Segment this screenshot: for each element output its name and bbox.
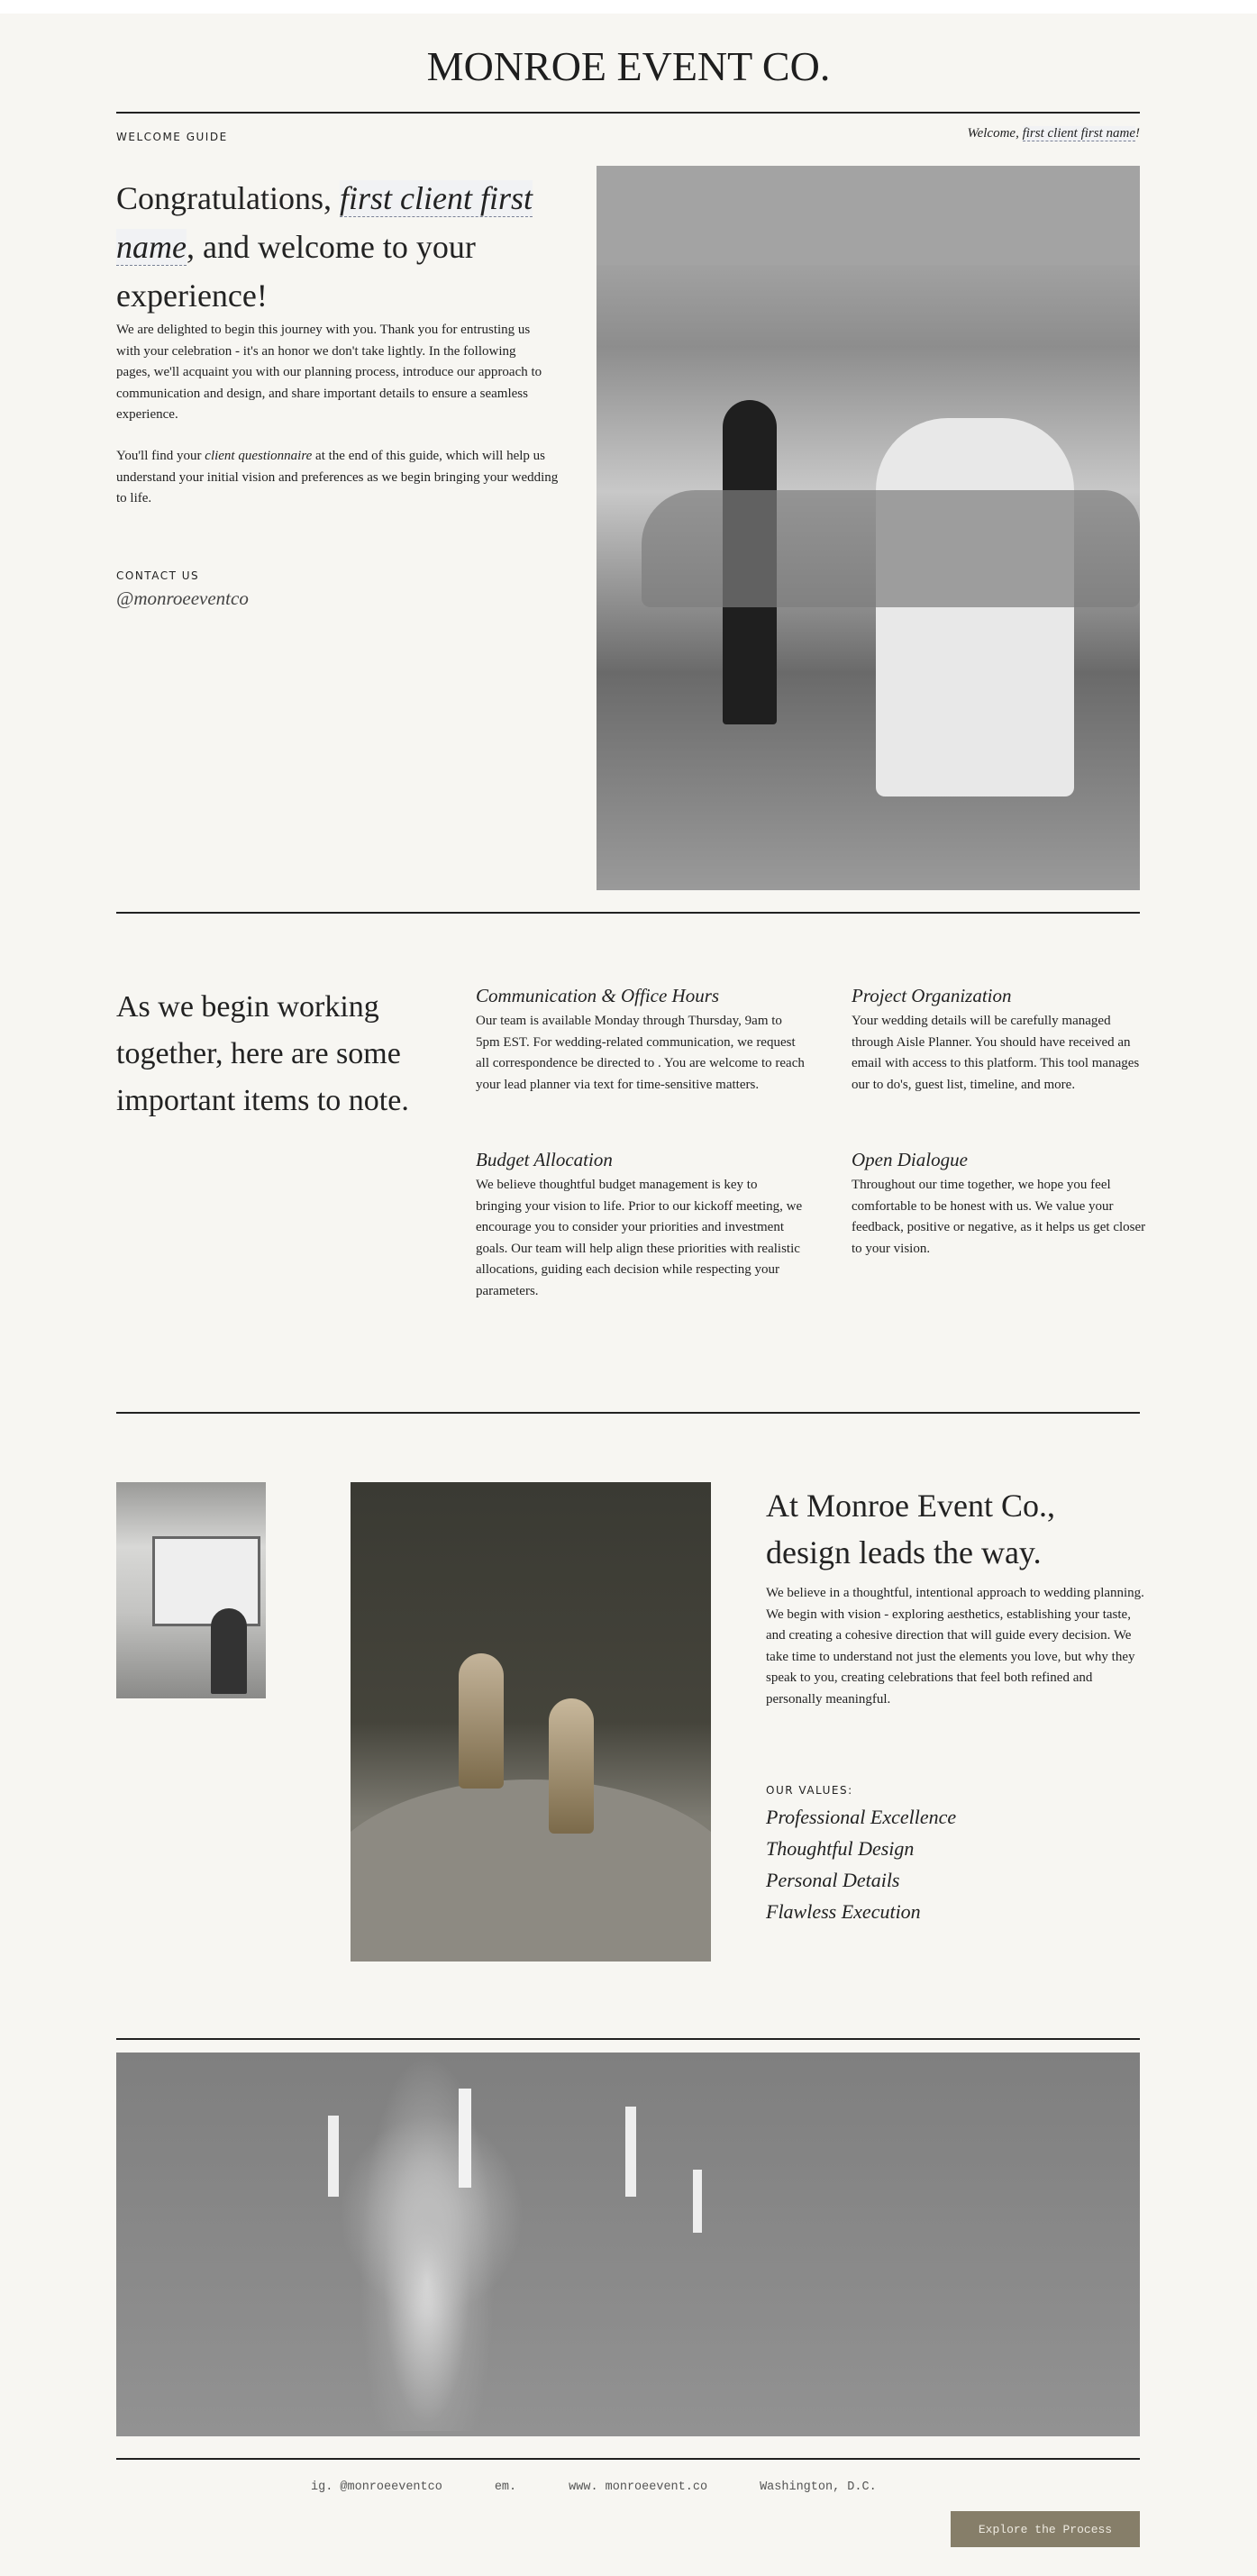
intro-heading	[116, 174, 549, 320]
divider	[116, 2038, 1140, 2040]
note-budget	[476, 1149, 805, 1302]
footer-contacts	[311, 2480, 877, 2494]
note-project-organization	[852, 985, 1149, 1096]
brand-title: MONROE EVENT CO.	[426, 43, 831, 89]
note-text: We believe thoughtful budget management is key to bringing your vision to life. Prior to our kickoff meeting, we encourage you to consider your priorities and investment goals. Our team will help align these priorities with realistic allocations, guiding each decision while respecting your parameters.	[476, 1178, 803, 1298]
notes-heading: As we begin working together, here are some important items to note.	[116, 990, 409, 1117]
instagram-link[interactable]: ig. @monroeeventco	[311, 2480, 442, 2494]
values-label: OUR VALUES:	[766, 1784, 853, 1797]
divider	[116, 112, 1140, 114]
value-item: Professional Excellence	[766, 1806, 957, 1828]
note-text: Your wedding details will be carefully managed through Aisle Planner. You should have received an email with access to this platform. This tool manages our to do's, guest list, timeline, and more.	[852, 1014, 1140, 1092]
p2-suffix: at the end of this guide, which will help us understand your initial vision and preferences as we begin bringing your wedding to life.	[116, 449, 559, 505]
welcome-greeting	[967, 126, 1140, 141]
couple-photo	[597, 166, 1140, 890]
heading-prefix: Congratulations,	[116, 180, 340, 216]
client-name-field[interactable]: first client first name	[1022, 126, 1135, 141]
questionnaire-link: client questionnaire	[205, 449, 313, 463]
planning-photo	[116, 1482, 266, 1698]
note-title: Project Organization	[852, 985, 1012, 1006]
note-title: Communication & Office Hours	[476, 985, 720, 1006]
note-open-dialogue	[852, 1149, 1149, 1260]
note-title: Budget Allocation	[476, 1149, 613, 1170]
welcome-guide-page	[0, 14, 1257, 2576]
divider	[116, 2458, 1140, 2460]
goblets-photo	[351, 1482, 711, 1962]
client-name-field[interactable]: first client first name	[116, 180, 533, 265]
explore-process-button[interactable]: Explore the Process	[951, 2511, 1140, 2547]
divider	[116, 1412, 1140, 1414]
intro-paragraph: We are delighted to begin this journey with you. Thank you for entrusting us with your celebration - it's an honor we don't take lightly. In the following pages, we'll acquaint you with our planning process, introduce our approach to communication and design, and share important details to ensure a seamless experience.	[116, 323, 542, 422]
note-text: Throughout our time together, we hope you feel comfortable to be honest with us. We value your feedback, positive or negative, as it helps us get closer to your vision.	[852, 1178, 1146, 1256]
email-link[interactable]: em.	[494, 2480, 517, 2494]
website-link[interactable]: www. monroeevent.co	[569, 2480, 708, 2494]
questionnaire-paragraph	[116, 446, 562, 510]
location-text: Washington, D.C.	[760, 2480, 877, 2494]
p2-prefix: You'll find your	[116, 449, 205, 463]
value-item: Thoughtful Design	[766, 1837, 915, 1860]
note-communication	[476, 985, 805, 1096]
divider	[116, 912, 1140, 914]
note-text: Our team is available Monday through Thursday, 9am to 5pm EST. For wedding-related communication, we request all correspondence be directed to . You are welcome to reach your lead planner via text for time-sensitive matters.	[476, 1014, 805, 1092]
welcome-suffix: !	[1135, 126, 1140, 141]
contact-handle[interactable]: @monroeeventco	[116, 587, 249, 609]
values-list	[766, 1801, 956, 1927]
chandelier-photo	[116, 2053, 1140, 2436]
welcome-prefix: Welcome,	[967, 126, 1023, 141]
value-item: Personal Details	[766, 1869, 900, 1891]
section-label: WELCOME GUIDE	[116, 131, 228, 143]
design-paragraph: We believe in a thoughtful, intentional approach to wedding planning. We begin with vision - exploring aesthetics, establishing your taste, and creating a cohesive direction that will guide every decision. We take time to understand not just the elements you love, but why they speak to you, creating celebrations that feel both refined and personally meaningful.	[766, 1586, 1144, 1707]
design-heading: At Monroe Event Co., design leads the way.	[766, 1488, 1055, 1570]
contact-label: CONTACT US	[116, 569, 200, 582]
note-title: Open Dialogue	[852, 1149, 968, 1170]
heading-suffix: , and welcome to your experience!	[116, 229, 476, 314]
value-item: Flawless Execution	[766, 1900, 921, 1923]
